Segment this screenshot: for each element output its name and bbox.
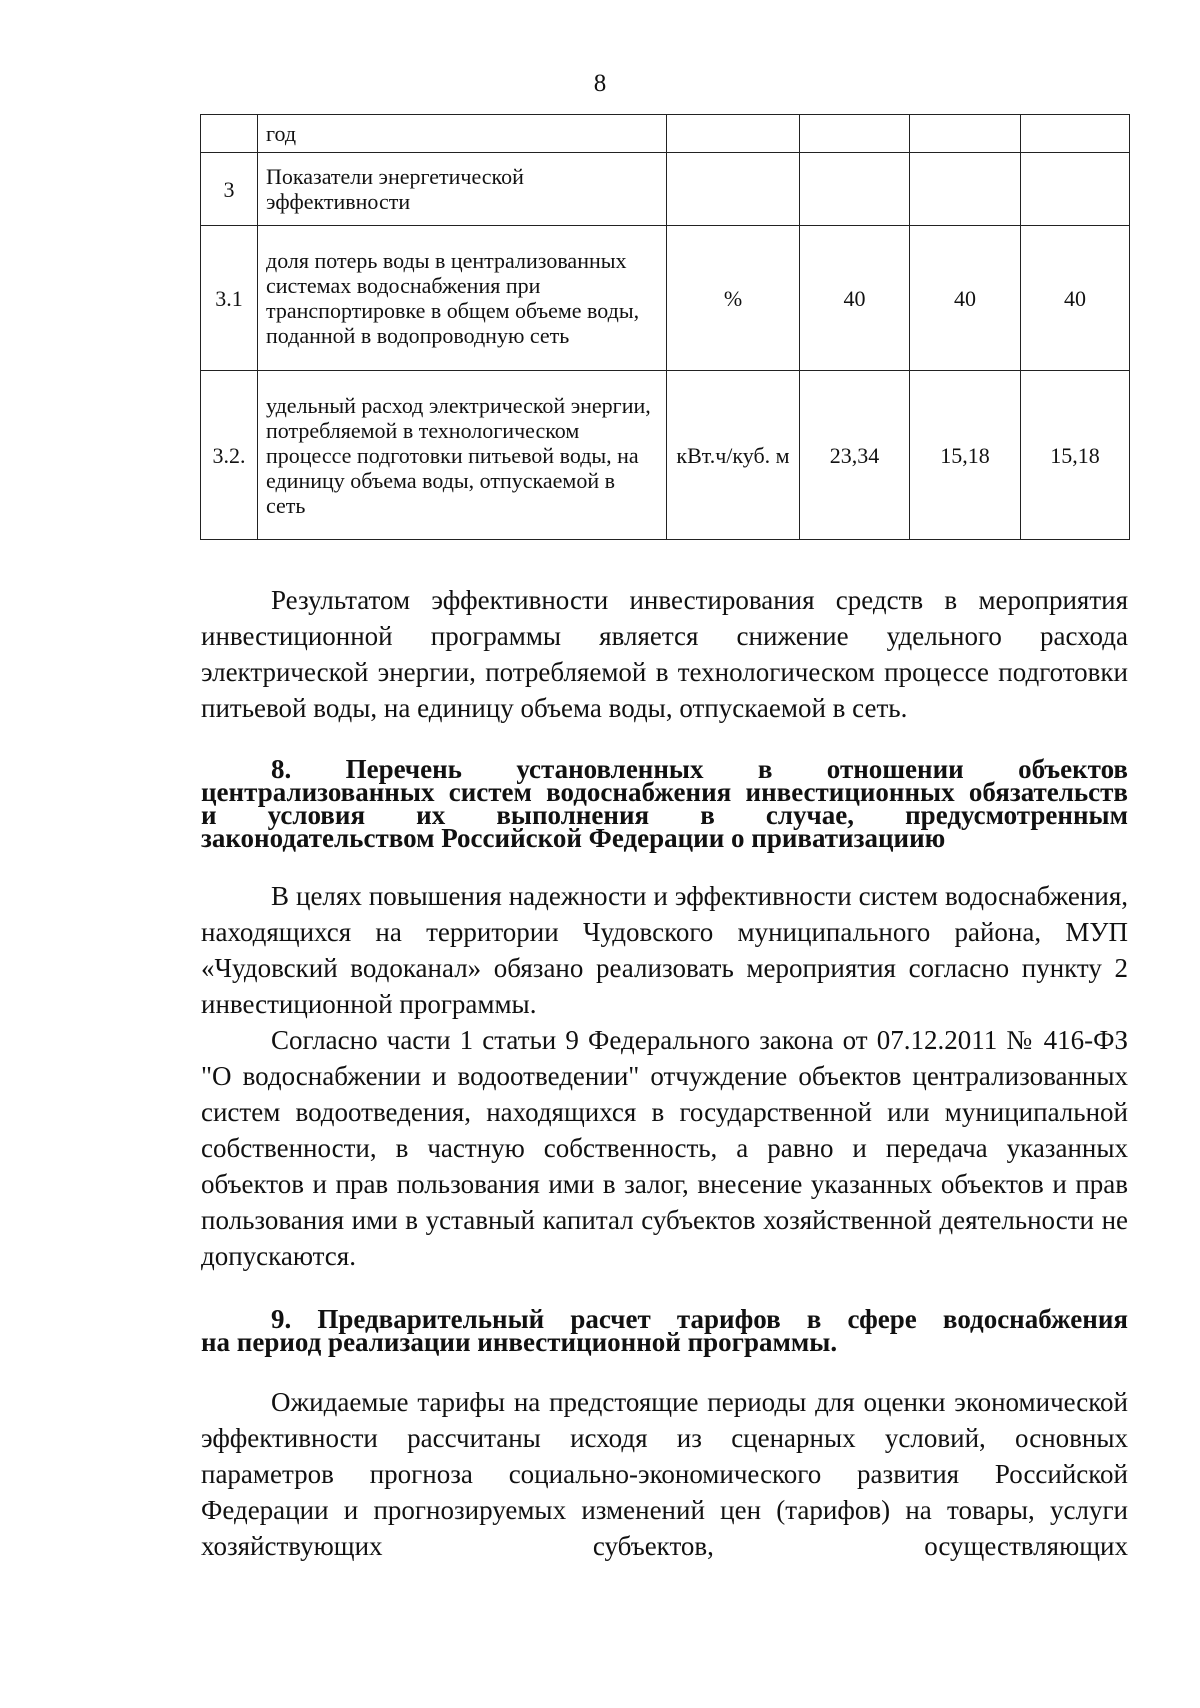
unit-cell [667, 153, 800, 226]
indicator-name: удельный расход электрической энергии, потребляемой в технологическом процессе подготовки питьевой воды, на единицу объема воды, отпускаемой в сеть [258, 371, 667, 540]
section-8-heading-line: 8. Перечень установленных в отношении объектов [271, 754, 1128, 784]
page-number: 8 [593, 70, 607, 97]
section-9-paragraph: Ожидаемые тарифы на предстоящие периоды для оценки экономической эффективности рассчитаны исходя из сценарных условий, основных параметров прогноза социально-экономического развития Российской Федерации и прогнозируемых изменений цен (тарифов) на товары, услуги хозяйствующих субъектов, осуществляющих [201, 1387, 1128, 1561]
table-row [201, 371, 1130, 540]
value-cell [800, 115, 910, 153]
section-8-heading-line: законодательством Российской Федерации о приватизациию [201, 823, 946, 853]
value-cell [910, 153, 1021, 226]
table-row [201, 115, 1130, 153]
row-number: 3.2. [201, 371, 258, 540]
indicator-name: Показатели энергетической эффективности [258, 153, 667, 226]
section-9-body [201, 1384, 1128, 1564]
section-8-heading-line: централизованных систем водоснабжения инвестиционных обязательств [201, 777, 1128, 807]
value-cell: 15,18 [910, 371, 1021, 540]
section-9-heading [201, 1304, 1128, 1357]
value-cell: 23,34 [800, 371, 910, 540]
value-cell: 40 [800, 226, 910, 371]
section-8-heading-line: и условия их выполнения в случае, предусмотренным [201, 800, 1128, 830]
result-paragraph-block [201, 582, 1128, 726]
value-cell: 15,18 [1021, 371, 1130, 540]
section-8-heading [201, 754, 1128, 853]
table-row [201, 226, 1130, 371]
value-cell [910, 115, 1021, 153]
value-cell [1021, 153, 1130, 226]
indicators-table [200, 114, 1130, 540]
section-8-paragraph: В целях повышения надежности и эффективности систем водоснабжения, находящихся на территории Чудовского муниципального района, МУП «Чудовский водоканал» обязано реализовать мероприятия согласно пункту 2 инвестиционной программы. [201, 881, 1128, 1019]
indicator-name: доля потерь воды в централизованных системах водоснабжения при транспортировке в общем объеме воды, поданной в водопроводную сеть [258, 226, 667, 371]
section-9-heading-line: на период реализации инвестиционной программы. [201, 1327, 838, 1357]
section-8-paragraph: Согласно части 1 статьи 9 Федерального закона от 07.12.2011 № 416-ФЗ "О водоснабжении и водоотведении" отчуждение объектов централизованных систем водоотведения, находящихся в государственной или муниципальной собственности, в частную собственность, а равно и передача указанных объектов и прав пользования ими в залог, внесение указанных объектов и прав пользования ими в уставный капитал субъектов хозяйственной деятельности не допускаются. [201, 1025, 1128, 1271]
unit-cell [667, 115, 800, 153]
value-cell [1021, 115, 1130, 153]
section-9-heading-line: 9. Предварительный расчет тарифов в сфере водоснабжения [271, 1304, 1128, 1334]
table-row [201, 153, 1130, 226]
row-number [201, 115, 258, 153]
result-paragraph: Результатом эффективности инвестирования средств в мероприятия инвестиционной программы является снижение удельного расхода электрической энергии, потребляемой в технологическом процессе подготовки питьевой воды, на единицу объема воды, отпускаемой в сеть. [201, 585, 1128, 723]
indicator-name: год [258, 115, 667, 153]
row-number: 3.1 [201, 226, 258, 371]
unit-cell: % [667, 226, 800, 371]
value-cell [800, 153, 910, 226]
row-number: 3 [201, 153, 258, 226]
unit-cell: кВт.ч/куб. м [667, 371, 800, 540]
section-8-body [201, 878, 1128, 1274]
value-cell: 40 [910, 226, 1021, 371]
value-cell: 40 [1021, 226, 1130, 371]
